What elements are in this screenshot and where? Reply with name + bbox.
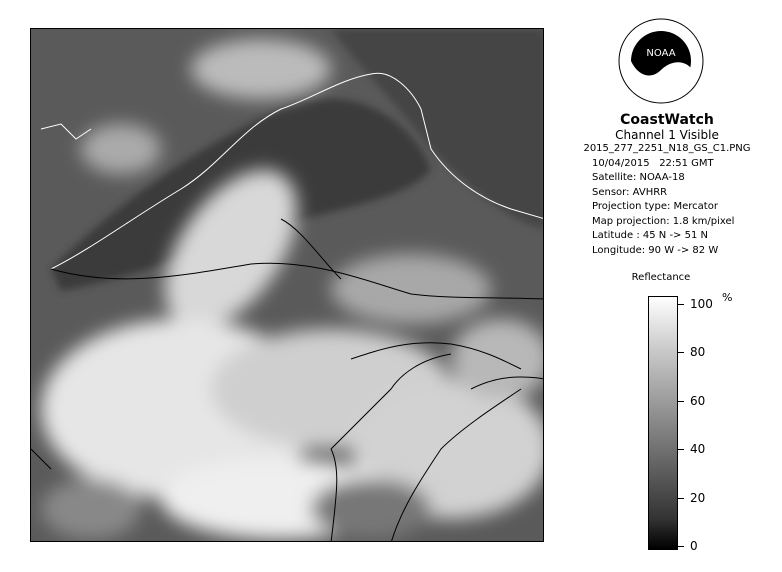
colorbar	[648, 296, 678, 550]
colorbar-tick-label: 20	[690, 491, 706, 505]
colorbar-tick-label: 60	[690, 394, 706, 408]
satellite: Satellite: NOAA-18	[592, 172, 685, 183]
colorbar-tick	[678, 401, 684, 402]
noaa-logo	[618, 18, 704, 104]
datetime	[562, 157, 772, 172]
title: CoastWatch	[620, 112, 714, 128]
time: 22:51 GMT	[659, 157, 714, 169]
map-projection: Map projection: 1.8 km/pixel	[592, 215, 735, 227]
map-svg	[31, 29, 544, 542]
date: 10/04/2015	[592, 157, 650, 169]
colorbar-tick-label: 80	[690, 345, 706, 359]
colorbar-ticks	[678, 296, 738, 553]
colorbar-unit: %	[722, 291, 733, 304]
subtitle: Channel 1 Visible	[615, 128, 719, 142]
colorbar-tick-label: 100	[690, 297, 713, 311]
colorbar-tick-label: 40	[690, 442, 706, 456]
longitude: Longitude: 90 W -> 82 W	[592, 244, 719, 256]
projection-type: Projection type: Mercator	[592, 201, 718, 212]
colorbar-tick	[678, 498, 684, 499]
filename: 2015_277_2251_N18_GS_C1.PNG	[583, 143, 751, 154]
info-panel	[562, 112, 772, 258]
colorbar-tick	[678, 546, 684, 547]
noaa-logo-icon	[618, 18, 704, 104]
colorbar-tick	[678, 352, 684, 353]
colorbar-tick-label: 0	[690, 539, 698, 553]
colorbar-tick	[678, 304, 684, 305]
colorbar-label: Reflectance	[631, 272, 691, 283]
sensor: Sensor: AVHRR	[592, 186, 668, 198]
colorbar-tick	[678, 449, 684, 450]
satellite-image	[30, 28, 544, 542]
logo-text: NOAA	[646, 48, 676, 59]
latitude: Latitude : 45 N -> 51 N	[592, 230, 708, 241]
